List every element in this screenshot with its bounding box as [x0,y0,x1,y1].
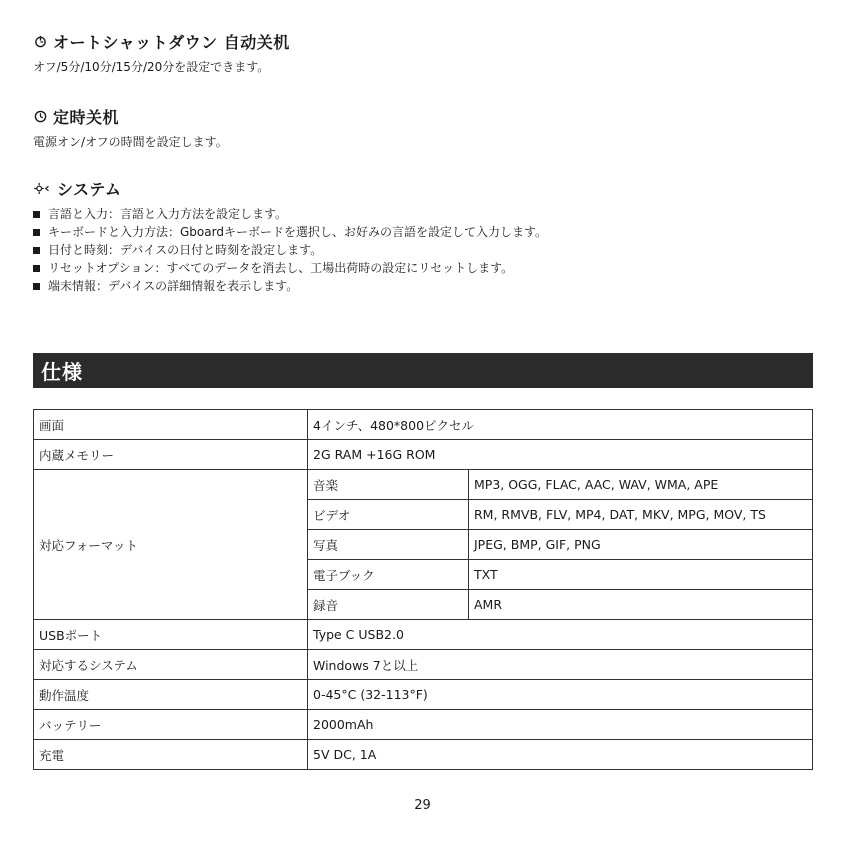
spec-value: 4インチ、480*800ピクセル [308,410,813,440]
format-value: TXT [469,560,813,590]
spec-value: 5V DC, 1A [308,740,813,770]
format-value: RM, RMVB, FLV, MP4, DAT, MKV, MPG, MOV, TS [469,500,813,530]
format-type: 写真 [308,530,469,560]
spec-label: 対応フォーマット [34,470,308,620]
system-settings-icon [33,181,51,195]
spec-value: 2G RAM +16G ROM [308,440,813,470]
spec-label: 動作温度 [34,680,308,710]
spec-label: 充電 [34,740,308,770]
format-value: AMR [469,590,813,620]
spec-banner [33,353,813,388]
system-section [33,177,813,295]
spec-value: 2000mAh [308,710,813,740]
bullet-icon [33,283,40,290]
power-timer-icon [33,34,47,48]
format-value: MP3, OGG, FLAC, AAC, WAV, WMA, APE [469,470,813,500]
spec-label: 内蔵メモリー [34,440,308,470]
page-number: 29 [414,798,431,813]
spec-table [33,409,813,770]
list-item: 言語と入力：言語と入力方法を設定します。 [33,205,813,223]
list-item: キーボードと入力方法：Gboardキーボードを選択し、お好みの言語を設定して入力します。 [33,223,813,241]
spec-value: Windows 7と以上 [308,650,813,680]
clock-icon [33,109,47,123]
auto-shutdown-header [33,30,813,52]
format-type: ビデオ [308,500,469,530]
bullet-icon [33,229,40,236]
list-item: 日付と時刻：デバイスの日付と時刻を設定します。 [33,241,813,259]
spec-value: Type C USB2.0 [308,620,813,650]
auto-shutdown-title: オートシャットダウン 自动关机 [53,32,290,52]
timed-shutdown-desc: 電源オン/オフの時間を設定します。 [33,135,228,149]
format-type: 録音 [308,590,469,620]
timed-shutdown-section [33,105,813,151]
table-row [34,620,813,650]
spec-label: 対応するシステム [34,650,308,680]
bullet-icon [33,211,40,218]
bullet-icon [33,265,40,272]
system-list [33,205,813,295]
system-title: システム [57,179,122,199]
timed-shutdown-header [33,105,813,127]
timed-shutdown-title: 定時关机 [53,107,120,127]
format-type: 音楽 [308,470,469,500]
bullet-icon [33,247,40,254]
table-row [34,710,813,740]
table-row [34,740,813,770]
table-row [34,440,813,470]
table-row [34,410,813,440]
auto-shutdown-desc: オフ/5分/10分/15分/20分を設定できます。 [33,60,270,74]
table-row [34,680,813,710]
system-header [33,177,813,199]
spec-label: USBポート [34,620,308,650]
spec-title: 仕様 [41,360,83,384]
spec-label: バッテリー [34,710,308,740]
spec-value: 0-45°C (32-113°F) [308,680,813,710]
table-row [34,470,813,500]
format-type: 電子ブック [308,560,469,590]
format-value: JPEG, BMP, GIF, PNG [469,530,813,560]
spec-label: 画面 [34,410,308,440]
list-item: リセットオプション：すべてのデータを消去し、工場出荷時の設定にリセットします。 [33,259,813,277]
auto-shutdown-section [33,30,813,76]
list-item: 端末情報：デバイスの詳細情報を表示します。 [33,277,813,295]
table-row [34,650,813,680]
